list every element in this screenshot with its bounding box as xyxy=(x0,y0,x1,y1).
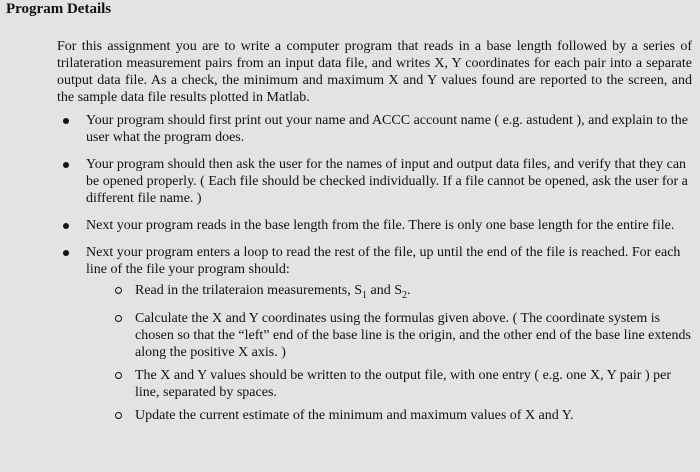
list-item xyxy=(57,156,692,207)
loop-steps-list xyxy=(86,282,692,424)
requirements-list xyxy=(57,112,692,424)
bullet-icon xyxy=(63,162,69,168)
bullet-icon xyxy=(63,223,69,229)
list-item-text: Next your program reads in the base length from the file. There is only one base length for the entire file. xyxy=(86,218,675,233)
list-item xyxy=(57,112,692,146)
sub-list-item xyxy=(112,310,692,361)
circle-bullet-icon xyxy=(115,412,122,419)
bullet-icon xyxy=(63,250,69,256)
circle-bullet-icon xyxy=(115,372,122,379)
list-item-text: Your program should first print out your name and ACCC account name ( e.g. astudent ), and explain to the user what the program does. xyxy=(86,113,689,145)
intro-paragraph: For this assignment you are to write a computer program that reads in a base length followed by a series of trilateration measurement pairs from an input data file, and writes X, Y coordinates for each pair into a separate output data file. As a check, the minimum and maximum X and Y values found are reported to the screen, and the sample data file results plotted in Matlab. xyxy=(57,39,692,105)
list-item-text: Your program should then ask the user for the names of input and output data files, and verify that they can be opened properly. ( Each file should be checked individually. If a file cannot be opened, ask the user for a different file name. ) xyxy=(86,157,688,206)
sub-list-item-text: Update the current estimate of the minimum and maximum values of X and Y. xyxy=(135,407,574,423)
sub-list-item xyxy=(112,282,692,304)
section-title: Program Details xyxy=(6,1,112,17)
list-item-text: Next your program enters a loop to read the rest of the file, up until the end of the file is reached. For each line of the file your program should: xyxy=(86,245,681,277)
sub-list-item-text: The X and Y values should be written to the output file, with one entry ( e.g. one X, Y pair ) per line, separated by spaces. xyxy=(135,367,672,400)
circle-bullet-icon xyxy=(115,287,122,294)
circle-bullet-icon xyxy=(115,315,122,322)
sub-list-item xyxy=(112,367,692,401)
assignment-body xyxy=(57,38,692,434)
list-item xyxy=(57,244,692,424)
sub-list-item-text: Read in the trilateraion measurements, $S_1$ and $S_2$. xyxy=(135,283,411,301)
sub-list-item-text: Calculate the X and Y coordinates using the formulas given above. ( The coordinate system is chosen so that the “left” end of the base line is the origin, and the other end of the base line extends along the positive X axis. ) xyxy=(135,310,691,360)
bullet-icon xyxy=(63,118,69,124)
sub-list-item xyxy=(112,407,692,424)
list-item xyxy=(57,217,692,234)
